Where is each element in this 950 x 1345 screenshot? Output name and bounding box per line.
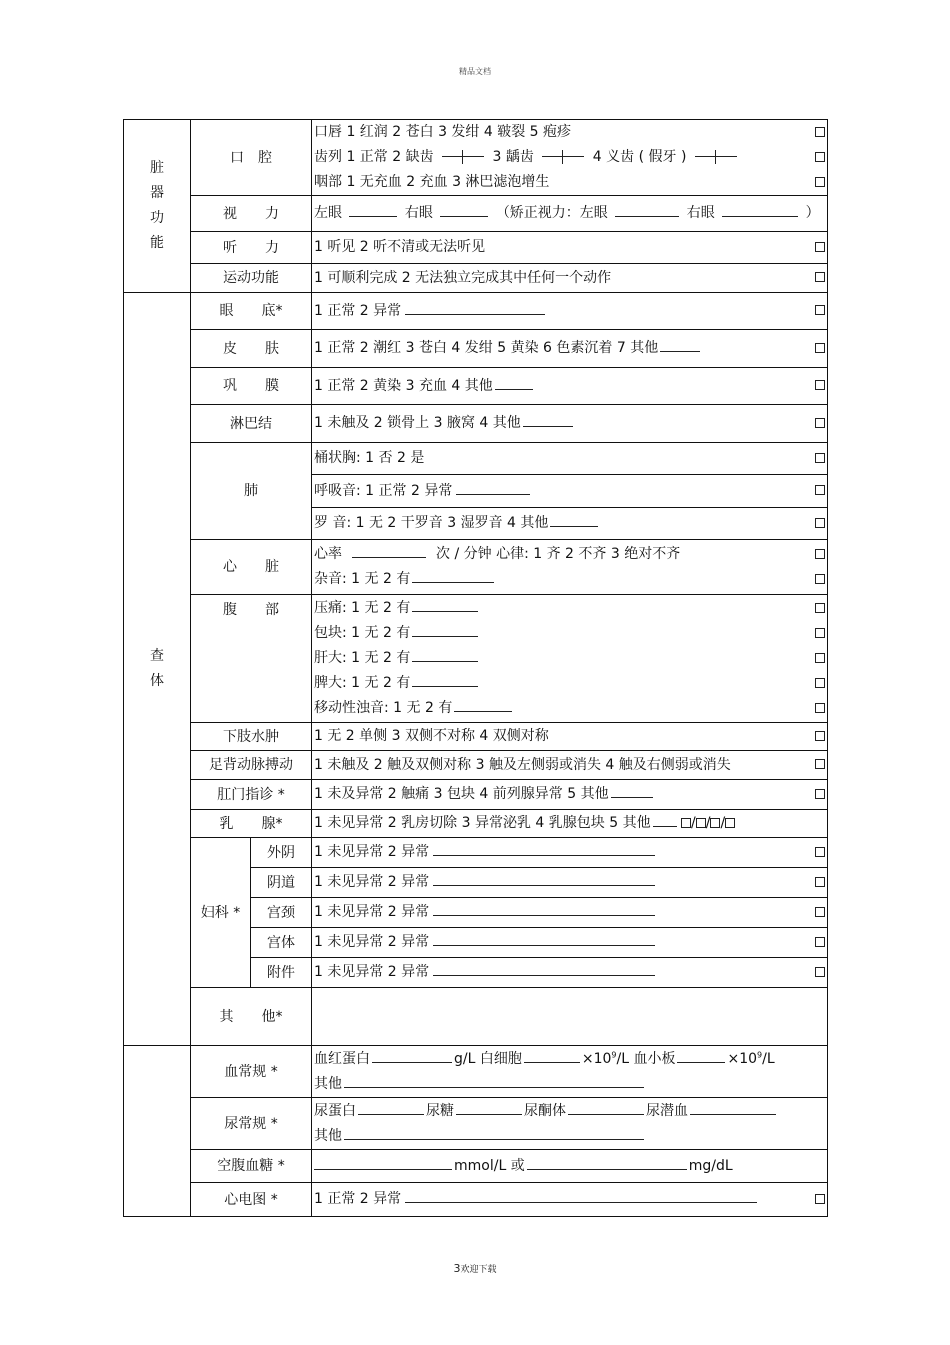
- breast-checkbox-2[interactable]: [696, 818, 706, 828]
- glucose-content: [312, 1150, 828, 1183]
- ecg-text: 1 正常 2 异常: [314, 1191, 402, 1207]
- teeth-text-caries: 3 龋齿: [492, 149, 534, 165]
- ecg-blank[interactable]: [405, 1187, 757, 1203]
- skin-text: 1 正常 2 潮红 3 苍白 4 发绀 5 黄染 6 色素沉着 7 其他: [314, 340, 659, 356]
- breath-sound-blank[interactable]: [456, 479, 530, 495]
- rale-checkbox[interactable]: [815, 518, 825, 528]
- sclera-other-blank[interactable]: [495, 374, 533, 390]
- heart-rate-blank[interactable]: [352, 542, 426, 558]
- spleen-checkbox[interactable]: [815, 678, 825, 688]
- rale-text: 罗 音: 1 无 2 干罗音 3 湿罗音 4 其他: [314, 515, 549, 531]
- section-physical-exam-label: 查 体: [150, 648, 164, 689]
- rale-content: [312, 508, 828, 540]
- dullness-blank[interactable]: [454, 696, 512, 712]
- blood-label: 血常规 *: [191, 1046, 312, 1098]
- hearing-content: [312, 232, 828, 264]
- urine-protein-label: 尿蛋白: [314, 1102, 356, 1119]
- tenderness-checkbox[interactable]: [815, 603, 825, 613]
- edema-content: [312, 723, 828, 751]
- gyn-item-cervix: [312, 898, 828, 928]
- plt-blank[interactable]: [677, 1047, 725, 1063]
- gyn-item-vagina-blank[interactable]: [433, 870, 655, 886]
- urine-protein-blank[interactable]: [358, 1099, 424, 1115]
- skin-label: 皮 肤: [191, 330, 312, 368]
- section-organ-function-label: 脏 器 功 能: [150, 160, 164, 251]
- gyn-item-adnexa-blank[interactable]: [433, 960, 655, 976]
- motor-text: 1 可顺利完成 2 无法独立完成其中任何一个动作: [314, 269, 612, 286]
- gyn-item-uterus-label: 宫体: [251, 928, 312, 958]
- plt-unit: ×10: [727, 1050, 758, 1067]
- lymph-checkbox[interactable]: [815, 418, 825, 428]
- pharynx-row: [314, 170, 827, 195]
- hb-label: 血红蛋白: [314, 1050, 370, 1067]
- glucose-mg-unit: mg/dL: [688, 1157, 733, 1174]
- teeth-checkbox[interactable]: [815, 152, 825, 162]
- glucose-mg-blank[interactable]: [527, 1154, 687, 1170]
- other-content[interactable]: [312, 988, 828, 1046]
- fundus-blank[interactable]: [405, 299, 545, 315]
- vision-right-blank[interactable]: [440, 201, 488, 217]
- breast-checkbox-1[interactable]: [681, 818, 691, 828]
- other-label: 其 他*: [191, 988, 312, 1046]
- blood-other-blank[interactable]: [344, 1072, 644, 1088]
- gyn-label: 妇科 *: [191, 838, 251, 988]
- section-auxiliary: [124, 1046, 191, 1217]
- glucose-label: 空腹血糖 *: [191, 1150, 312, 1183]
- vision-corrected-label: （矫正视力：左眼: [495, 205, 608, 221]
- liver-text: 肝大: 1 无 2 有: [314, 650, 411, 666]
- vision-left-blank[interactable]: [349, 201, 397, 217]
- lymph-text: 1 未触及 2 锁骨上 3 腋窝 4 其他: [314, 415, 521, 431]
- gyn-item-adnexa-label: 附件: [251, 958, 312, 988]
- mass-checkbox[interactable]: [815, 628, 825, 638]
- tooth-chart-missing[interactable]: [442, 150, 484, 164]
- oral-content: [312, 120, 828, 196]
- wbc-exponent: 9: [611, 1049, 617, 1059]
- skin-checkbox[interactable]: [815, 343, 825, 353]
- tooth-chart-denture[interactable]: [695, 150, 737, 164]
- breast-label: 乳 腺*: [191, 810, 312, 838]
- breast-text: 1 未见异常 2 乳房切除 3 异常泌乳 4 乳腺包块 5 其他: [314, 815, 651, 831]
- wbc-unit: ×10: [581, 1050, 612, 1067]
- heart-rate-label: 心率: [314, 546, 342, 562]
- vision-label: 视 力: [191, 196, 312, 232]
- hearing-checkbox[interactable]: [815, 242, 825, 252]
- dullness-checkbox[interactable]: [815, 703, 825, 713]
- vision-close-paren: ）: [805, 205, 820, 221]
- tenderness-blank[interactable]: [412, 596, 478, 612]
- anal-content: [312, 780, 828, 810]
- urine-label: 尿常规 *: [191, 1098, 312, 1150]
- gyn-item-cervix-blank[interactable]: [433, 900, 655, 916]
- tooth-chart-caries[interactable]: [542, 150, 584, 164]
- urine-content: [312, 1098, 828, 1150]
- gyn-item-cervix-label: 宫颈: [251, 898, 312, 928]
- motor-label: 运动功能: [191, 264, 312, 293]
- hb-unit: g/L 白细胞: [454, 1050, 522, 1067]
- urine-sugar-blank[interactable]: [456, 1099, 522, 1115]
- gyn-item-vagina-checkbox[interactable]: [815, 877, 825, 887]
- gyn-item-vulva: [312, 838, 828, 868]
- urine-sugar-label: 尿糖: [426, 1102, 454, 1119]
- anal-other-blank[interactable]: [611, 782, 653, 798]
- urine-blood-label: 尿潜血: [646, 1102, 688, 1119]
- rale-other-blank[interactable]: [550, 511, 598, 527]
- gyn-item-uterus: [312, 928, 828, 958]
- oral-label: 口 腔: [191, 120, 312, 196]
- health-exam-form: [123, 119, 828, 1217]
- gyn-item-vagina-text: 1 未见异常 2 异常: [314, 874, 430, 890]
- barrel-chest-content: [312, 443, 828, 475]
- breath-sound-content: [312, 475, 828, 508]
- sclera-checkbox[interactable]: [815, 380, 825, 390]
- gyn-item-vagina: [312, 868, 828, 898]
- dorsalis-checkbox[interactable]: [815, 759, 825, 769]
- gyn-item-uterus-blank[interactable]: [433, 930, 655, 946]
- sclera-label: 巩 膜: [191, 368, 312, 405]
- hearing-text: 1 听见 2 听不清或无法听见: [314, 239, 486, 255]
- page-number: 3: [453, 1262, 461, 1275]
- urine-other-blank[interactable]: [344, 1124, 644, 1140]
- anal-text: 1 未及异常 2 触痛 3 包块 4 前列腺异常 5 其他: [314, 786, 609, 802]
- tenderness-text: 压痛: 1 无 2 有: [314, 600, 411, 616]
- murmur-text: 杂音: 1 无 2 有: [314, 571, 411, 587]
- mass-text: 包块: 1 无 2 有: [314, 625, 411, 641]
- gyn-item-adnexa-checkbox[interactable]: [815, 967, 825, 977]
- breast-checkbox-3[interactable]: [710, 818, 720, 828]
- ecg-content: [312, 1183, 828, 1217]
- fundus-text: 1 正常 2 异常: [314, 302, 402, 319]
- breath-sound-text: 呼吸音: 1 正常 2 异常: [314, 482, 453, 499]
- teeth-text-missing: 齿列 1 正常 2 缺齿: [314, 149, 434, 165]
- lymph-content: [312, 405, 828, 443]
- page-header: 精品文档: [459, 67, 491, 76]
- urine-ketone-label: 尿酮体: [524, 1102, 566, 1119]
- edema-label: 下肢水肿: [191, 723, 312, 751]
- vision-corrected-right-blank[interactable]: [722, 201, 798, 217]
- heart-rhythm-text: 次 / 分钟 心律: 1 齐 2 不齐 3 绝对不齐: [436, 546, 681, 562]
- vision-left-label: 左眼: [314, 205, 342, 221]
- abdomen-content: [312, 595, 828, 723]
- wbc-tail: /L 血小板: [616, 1050, 676, 1067]
- gyn-item-vulva-blank[interactable]: [433, 840, 655, 856]
- heart-rate-checkbox[interactable]: [815, 549, 825, 559]
- blood-content: [312, 1046, 828, 1098]
- heart-label: 心 脏: [191, 540, 312, 595]
- fundus-label: 眼 底*: [191, 293, 312, 330]
- gyn-item-uterus-checkbox[interactable]: [815, 937, 825, 947]
- edema-checkbox[interactable]: [815, 731, 825, 741]
- sclera-text: 1 正常 2 黄染 3 充血 4 其他: [314, 377, 493, 394]
- barrel-chest-checkbox[interactable]: [815, 453, 825, 463]
- urine-blood-blank[interactable]: [690, 1099, 776, 1115]
- gyn-item-adnexa-text: 1 未见异常 2 异常: [314, 964, 430, 980]
- gyn-item-cervix-checkbox[interactable]: [815, 907, 825, 917]
- murmur-checkbox[interactable]: [815, 574, 825, 584]
- gyn-item-vulva-label: 外阴: [251, 838, 312, 868]
- anal-checkbox[interactable]: [815, 789, 825, 799]
- teeth-text-denture: 4 义齿 ( 假牙 ): [592, 149, 687, 165]
- wbc-blank[interactable]: [524, 1047, 580, 1063]
- footer-text: 欢迎下载: [460, 1265, 497, 1275]
- breath-sound-checkbox[interactable]: [815, 485, 825, 495]
- blood-other-label: 其他: [314, 1075, 342, 1092]
- dullness-text: 移动性浊音: 1 无 2 有: [314, 700, 453, 716]
- ecg-checkbox[interactable]: [815, 1194, 825, 1204]
- lymph-other-blank[interactable]: [523, 411, 573, 427]
- lung-label: 肺: [191, 443, 312, 540]
- glucose-mmol-unit: mmol/L 或: [454, 1157, 525, 1174]
- edema-text: 1 无 2 单侧 3 双侧不对称 4 双侧对称: [314, 728, 549, 744]
- sclera-content: [312, 368, 828, 405]
- spleen-blank[interactable]: [412, 671, 478, 687]
- vision-content: [312, 196, 828, 232]
- pharynx-checkbox[interactable]: [815, 177, 825, 187]
- abdomen-label: 腹 部: [191, 595, 312, 723]
- heart-content: [312, 540, 828, 595]
- anal-label: 肛门指诊 *: [191, 780, 312, 810]
- section-physical-exam: [124, 293, 191, 1046]
- breast-other-blank[interactable]: [653, 811, 677, 827]
- dorsalis-text: 1 未触及 2 触及双侧对称 3 触及左侧弱或消失 4 触及右侧弱或消失: [314, 756, 731, 773]
- motor-checkbox[interactable]: [815, 272, 825, 282]
- glucose-mmol-blank[interactable]: [314, 1154, 452, 1170]
- barrel-chest-text: 桶状胸: 1 否 2 是: [314, 450, 425, 466]
- dorsalis-label: 足背动脉搏动: [191, 751, 312, 780]
- gyn-item-vulva-checkbox[interactable]: [815, 847, 825, 857]
- vision-corrected-right-label: 右眼: [686, 205, 715, 221]
- vision-right-label: 右眼: [404, 205, 433, 221]
- plt-exponent: 9: [757, 1049, 763, 1059]
- hb-blank[interactable]: [372, 1047, 452, 1063]
- hearing-label: 听 力: [191, 232, 312, 264]
- ecg-label: 心电图 *: [191, 1183, 312, 1217]
- spleen-text: 脾大: 1 无 2 有: [314, 675, 411, 691]
- liver-checkbox[interactable]: [815, 653, 825, 663]
- lips-checkbox[interactable]: [815, 127, 825, 137]
- lips-row: [314, 120, 827, 145]
- page-footer: [0, 1262, 950, 1275]
- liver-blank[interactable]: [412, 646, 478, 662]
- gyn-item-cervix-text: 1 未见异常 2 异常: [314, 904, 430, 920]
- murmur-blank[interactable]: [412, 567, 494, 583]
- breast-checkbox-4[interactable]: [725, 818, 735, 828]
- lymph-label: 淋巴结: [191, 405, 312, 443]
- gyn-item-vulva-text: 1 未见异常 2 异常: [314, 844, 430, 860]
- section-organ-function: [124, 120, 191, 293]
- skin-content: [312, 330, 828, 368]
- gyn-item-adnexa: [312, 958, 828, 988]
- teeth-row: [314, 145, 827, 170]
- lips-text: 口唇 1 红润 2 苍白 3 发绀 4 皲裂 5 疱疹: [314, 124, 572, 140]
- mass-blank[interactable]: [412, 621, 478, 637]
- fundus-content: [312, 293, 828, 330]
- fundus-checkbox[interactable]: [815, 305, 825, 315]
- gyn-item-vagina-label: 阴道: [251, 868, 312, 898]
- plt-tail: /L: [762, 1050, 775, 1067]
- urine-ketone-blank[interactable]: [568, 1099, 644, 1115]
- urine-other-label: 其他: [314, 1127, 342, 1144]
- dorsalis-content: [312, 751, 828, 780]
- gyn-item-uterus-text: 1 未见异常 2 异常: [314, 934, 430, 950]
- pharynx-text: 咽部 1 无充血 2 充血 3 淋巴滤泡增生: [314, 174, 550, 190]
- breast-content: 1 未见异常 2 乳房切除 3 异常泌乳 4 乳腺包块 5 其他 / / /: [312, 810, 828, 838]
- vision-corrected-left-blank[interactable]: [615, 201, 679, 217]
- skin-other-blank[interactable]: [660, 336, 700, 352]
- motor-content: [312, 264, 828, 293]
